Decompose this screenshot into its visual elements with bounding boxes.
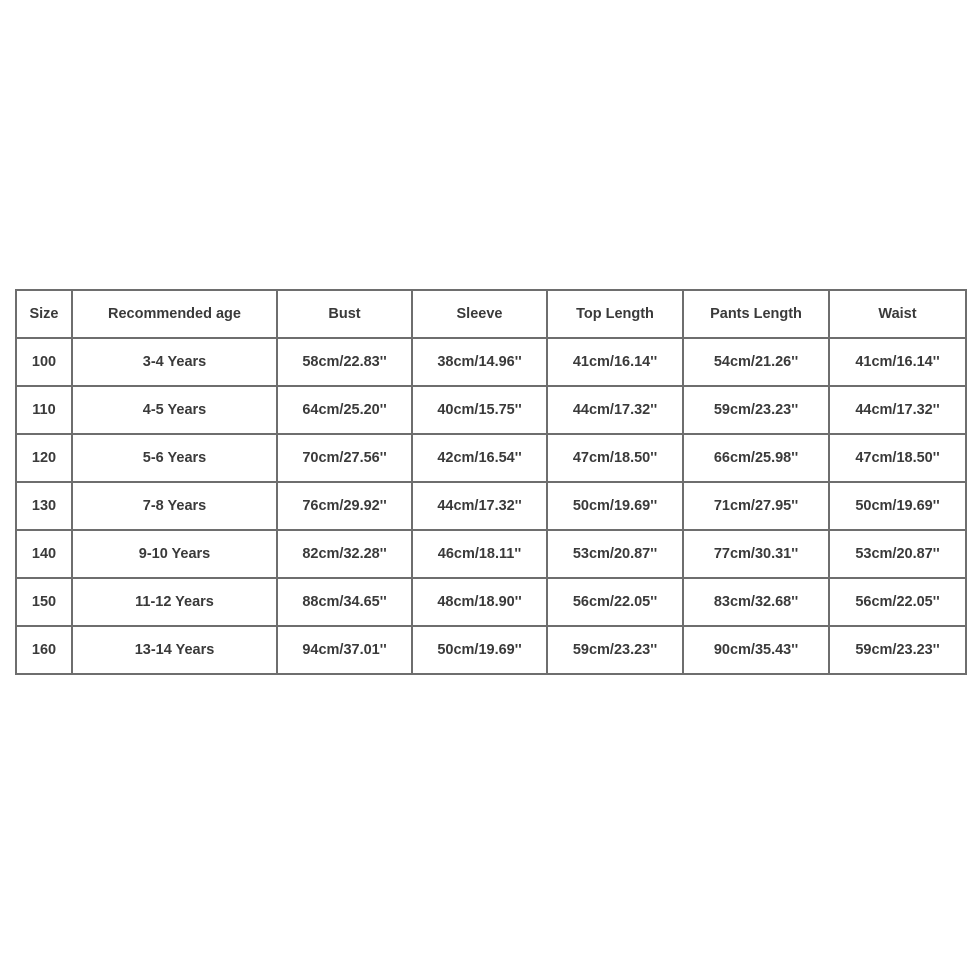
cell-size: 150: [16, 578, 72, 626]
cell-size: 160: [16, 626, 72, 674]
header-waist: Waist: [829, 290, 966, 338]
cell-pants-length: 54cm/21.26'': [683, 338, 829, 386]
cell-pants-length: 66cm/25.98'': [683, 434, 829, 482]
cell-recommended-age: 11-12 Years: [72, 578, 277, 626]
table-row: [16, 386, 966, 434]
cell-top-length: 44cm/17.32'': [547, 386, 683, 434]
cell-sleeve: 50cm/19.69'': [412, 626, 547, 674]
header-top-length: Top Length: [547, 290, 683, 338]
cell-size: 130: [16, 482, 72, 530]
header-bust: Bust: [277, 290, 412, 338]
cell-top-length: 53cm/20.87'': [547, 530, 683, 578]
cell-recommended-age: 3-4 Years: [72, 338, 277, 386]
cell-size: 100: [16, 338, 72, 386]
cell-top-length: 59cm/23.23'': [547, 626, 683, 674]
cell-waist: 47cm/18.50'': [829, 434, 966, 482]
cell-sleeve: 38cm/14.96'': [412, 338, 547, 386]
cell-pants-length: 90cm/35.43'': [683, 626, 829, 674]
cell-waist: 41cm/16.14'': [829, 338, 966, 386]
table-row: [16, 434, 966, 482]
cell-bust: 64cm/25.20'': [277, 386, 412, 434]
table-row: [16, 578, 966, 626]
table-row: [16, 338, 966, 386]
cell-sleeve: 44cm/17.32'': [412, 482, 547, 530]
cell-bust: 76cm/29.92'': [277, 482, 412, 530]
cell-bust: 58cm/22.83'': [277, 338, 412, 386]
cell-bust: 88cm/34.65'': [277, 578, 412, 626]
cell-bust: 82cm/32.28'': [277, 530, 412, 578]
cell-sleeve: 48cm/18.90'': [412, 578, 547, 626]
cell-pants-length: 71cm/27.95'': [683, 482, 829, 530]
header-row: [16, 290, 966, 338]
header-sleeve: Sleeve: [412, 290, 547, 338]
header-recommended-age: Recommended age: [72, 290, 277, 338]
cell-waist: 44cm/17.32'': [829, 386, 966, 434]
table-row: [16, 482, 966, 530]
cell-pants-length: 83cm/32.68'': [683, 578, 829, 626]
size-chart-table: [15, 289, 967, 675]
cell-size: 120: [16, 434, 72, 482]
cell-recommended-age: 13-14 Years: [72, 626, 277, 674]
header-pants-length: Pants Length: [683, 290, 829, 338]
cell-waist: 59cm/23.23'': [829, 626, 966, 674]
cell-sleeve: 46cm/18.11'': [412, 530, 547, 578]
cell-top-length: 41cm/16.14'': [547, 338, 683, 386]
cell-waist: 50cm/19.69'': [829, 482, 966, 530]
table-row: [16, 530, 966, 578]
cell-sleeve: 40cm/15.75'': [412, 386, 547, 434]
cell-pants-length: 77cm/30.31'': [683, 530, 829, 578]
cell-waist: 56cm/22.05'': [829, 578, 966, 626]
cell-size: 110: [16, 386, 72, 434]
cell-recommended-age: 4-5 Years: [72, 386, 277, 434]
cell-waist: 53cm/20.87'': [829, 530, 966, 578]
cell-top-length: 47cm/18.50'': [547, 434, 683, 482]
table-row: [16, 626, 966, 674]
cell-recommended-age: 5-6 Years: [72, 434, 277, 482]
cell-recommended-age: 7-8 Years: [72, 482, 277, 530]
cell-pants-length: 59cm/23.23'': [683, 386, 829, 434]
cell-recommended-age: 9-10 Years: [72, 530, 277, 578]
cell-top-length: 56cm/22.05'': [547, 578, 683, 626]
header-size: Size: [16, 290, 72, 338]
cell-top-length: 50cm/19.69'': [547, 482, 683, 530]
cell-bust: 70cm/27.56'': [277, 434, 412, 482]
cell-size: 140: [16, 530, 72, 578]
cell-bust: 94cm/37.01'': [277, 626, 412, 674]
cell-sleeve: 42cm/16.54'': [412, 434, 547, 482]
